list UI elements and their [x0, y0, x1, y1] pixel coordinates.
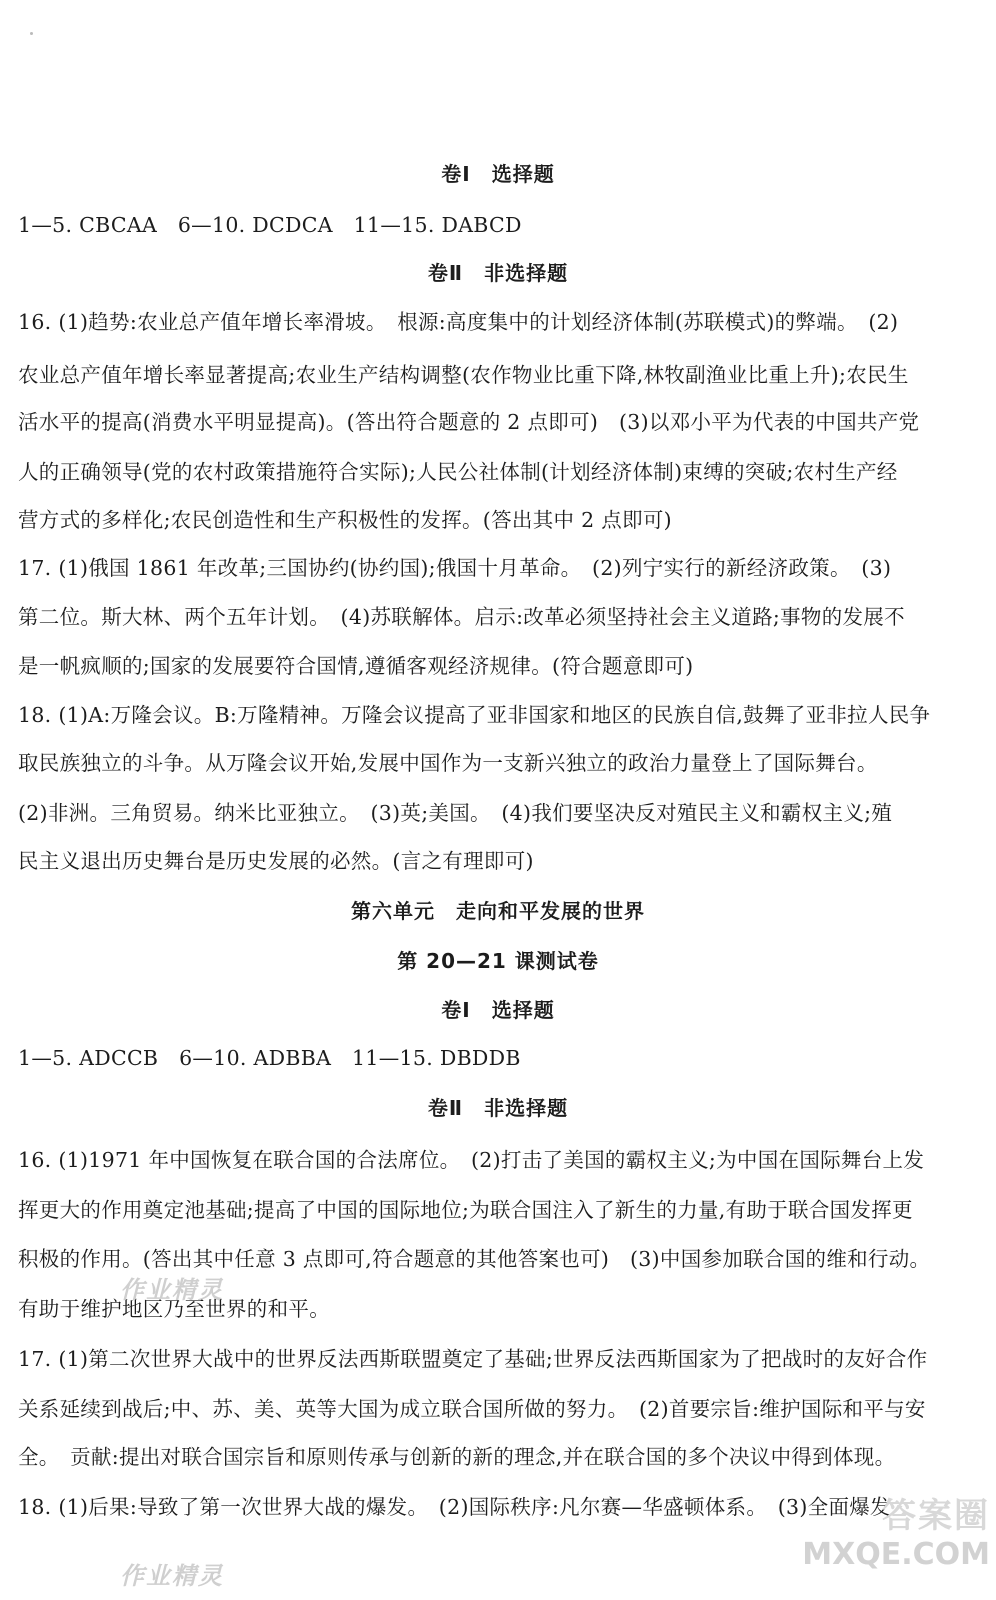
logo-domain: MXQE.COM: [802, 1537, 990, 1572]
test-title: 第 20—21 课测试卷: [397, 949, 599, 973]
answer-line: 人的正确领导(党的农村政策措施符合实际);人民公社体制(计划经济体制)束缚的突破;农村生产经: [18, 460, 898, 484]
answer-line: 农业总产值年增长率显著提高;农业生产结构调整(农作物业比重下降,林牧副渔业比重上升);农民生: [18, 363, 909, 387]
section-heading-part2-nonchoice: 卷Ⅱ 非选择题: [427, 261, 569, 285]
answer-line: 第二位。斯大林、两个五年计划。 (4)苏联解体。启示:改革必须坚持社会主义道路;事物的发展不: [18, 605, 905, 629]
scan-speck: [30, 32, 33, 35]
site-watermark-logo: [800, 1488, 990, 1578]
answer-line: 17. (1)第二次世界大战中的世界反法西斯联盟奠定了基础;世界反法西斯国家为了把战时的友好合作: [18, 1347, 928, 1371]
answer-line: 挥更大的作用奠定池基础;提高了中国的国际地位;为联合国注入了新生的力量,有助于联合国发挥更: [18, 1198, 913, 1222]
unit-heading: 第六单元 走向和平发展的世界: [351, 899, 645, 923]
answer-line: 16. (1)1971 年中国恢复在联合国的合法席位。 (2)打击了美国的霸权主义;为中国在国际舞台上发: [18, 1148, 925, 1172]
answer-line: (2)非洲。三角贸易。纳米比亚独立。 (3)英;美国。 (4)我们要坚决反对殖民主义和霸权主义;殖: [18, 801, 893, 825]
answer-line: 有助于维护地区乃至世界的和平。: [18, 1297, 330, 1321]
answer-line: 是一帆疯顺的;国家的发展要符合国情,遵循客观经济规律。(符合题意即可): [18, 654, 694, 678]
answer-line: 全。 贡献:提出对联合国宗旨和原则传承与创新的新的理念,并在联合国的多个决议中得到体现。: [18, 1445, 896, 1469]
answer-line-choice-2: 1—5. ADCCB 6—10. ADBBA 11—15. DBDDB: [18, 1046, 521, 1070]
answer-line: 关系延续到战后;中、苏、美、英等大国为成立联合国所做的努力。 (2)首要宗旨:维护国际和平与安: [18, 1397, 926, 1421]
answer-line-choice-1: 1—5. CBCAA 6—10. DCDCA 11—15. DABCD: [18, 213, 522, 237]
answer-line: 18. (1)后果:导致了第一次世界大战的爆发。 (2)国际秩序:凡尔赛—华盛顿体系。 (3)全面爆发: [18, 1495, 891, 1519]
section-heading-part1-choice: 卷Ⅰ 选择题: [441, 162, 555, 186]
answer-line: 18. (1)A:万隆会议。B:万隆精神。万隆会议提高了亚非国家和地区的民族自信,鼓舞了亚非拉人民争: [18, 703, 931, 727]
answer-line: 民主义退出历史舞台是历史发展的必然。(言之有理即可): [18, 849, 534, 873]
answer-line: 17. (1)俄国 1861 年改革;三国协约(协约国);俄国十月革命。 (2)列宁实行的新经济政策。 (3): [18, 556, 892, 580]
logo-title: 答案圈: [882, 1496, 990, 1536]
answer-line: 活水平的提高(消费水平明显提高)。(答出符合题意的 2 点即可) (3)以邓小平为代表的中国共产党: [18, 410, 920, 434]
section-heading-part1-choice: 卷Ⅰ 选择题: [441, 998, 555, 1022]
section-heading-part2-nonchoice: 卷Ⅱ 非选择题: [427, 1096, 569, 1120]
answer-line: 16. (1)趋势:农业总产值年增长率滑坡。 根源:高度集中的计划经济体制(苏联模式)的弊端。 (2): [18, 310, 899, 334]
watermark-text: 作业精灵: [120, 1276, 224, 1304]
answer-line: 积极的作用。(答出其中任意 3 点即可,符合题意的其他答案也可) (3)中国参加联合国的维和行动。: [18, 1247, 931, 1271]
answer-line: 营方式的多样化;农民创造性和生产积极性的发挥。(答出其中 2 点即可): [18, 508, 672, 532]
watermark-text: 作业精灵: [120, 1562, 224, 1590]
answer-line: 取民族独立的斗争。从万隆会议开始,发展中国作为一支新兴独立的政治力量登上了国际舞台。: [18, 751, 878, 775]
